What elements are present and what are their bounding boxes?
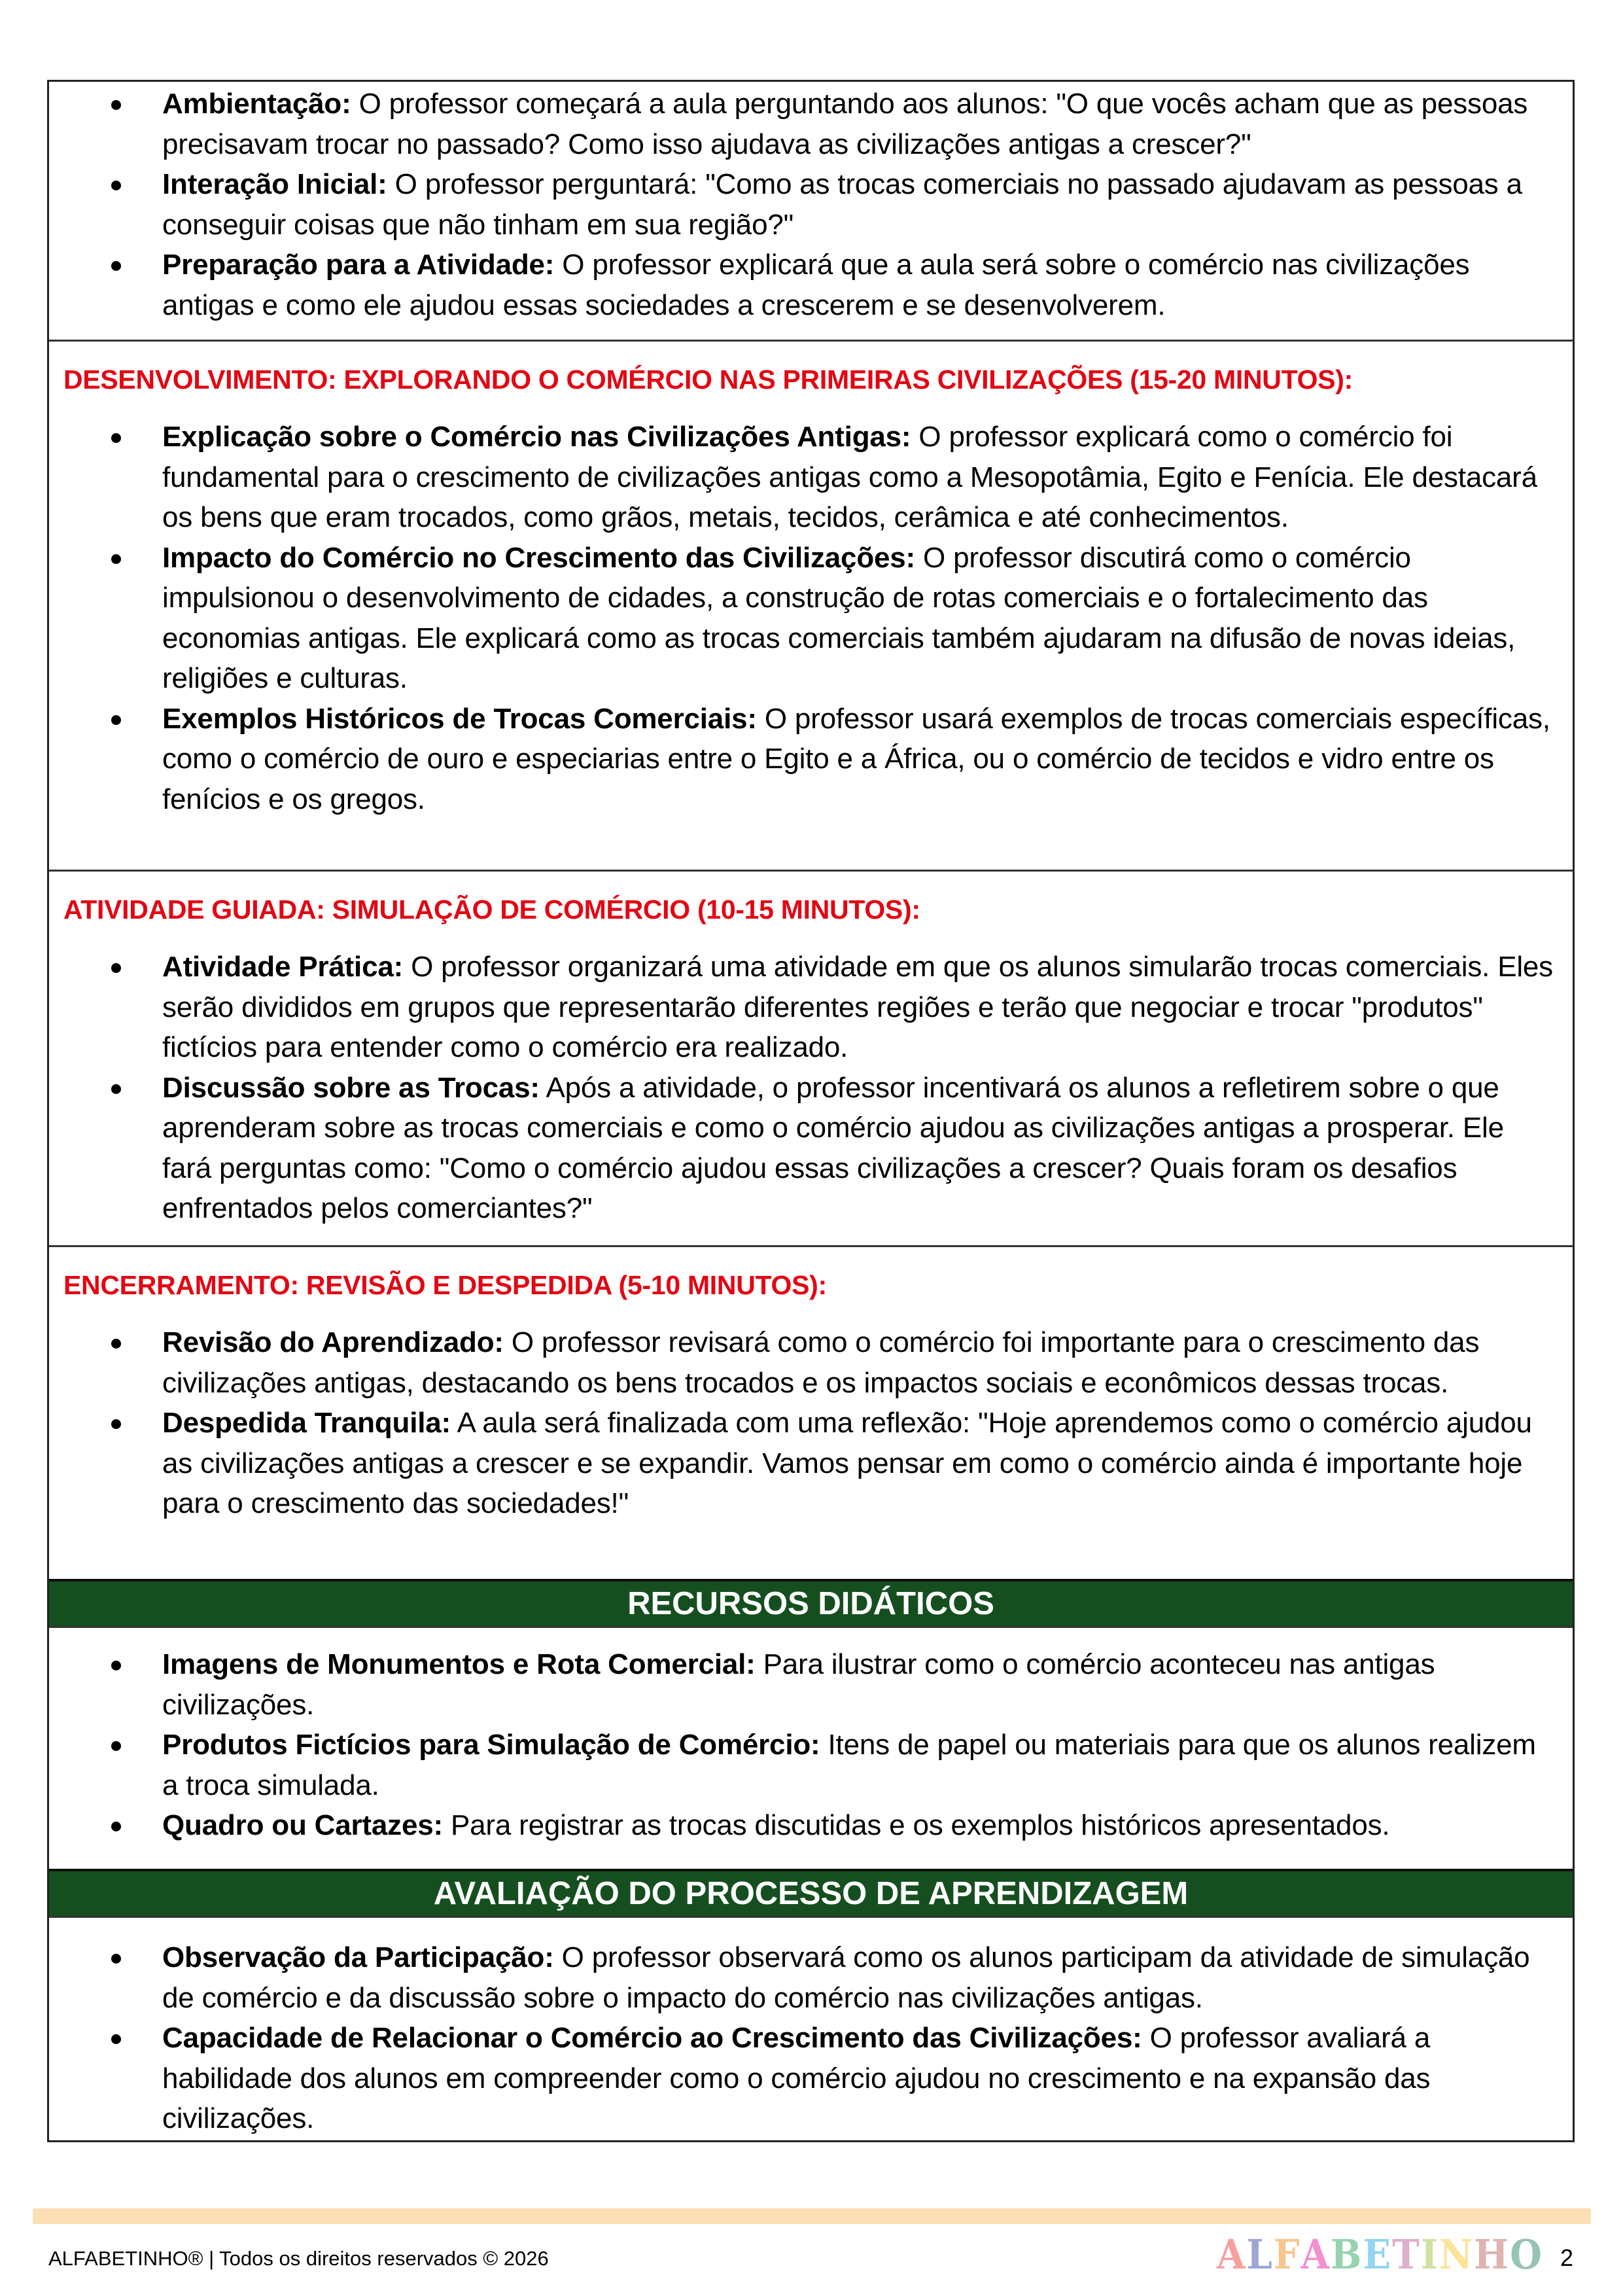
section-heading: ATIVIDADE GUIADA: SIMULAÇÃO DE COMÉRCIO (10-15 MINUTOS): [63, 894, 920, 925]
page-number: 2 [1560, 2244, 1574, 2271]
list-item: Ambientação: O professor começará a aula perguntando aos alunos: "O que vocês acham que as pessoas precisavam trocar no passado? Como isso ajudava as civilizações antigas a crescer?" [49, 84, 1573, 164]
logo-letter: T [1392, 2231, 1421, 2279]
list-item: Observação da Participação: O professor observará como os alunos participam da atividade de simulação de comércio e da discussão sobre o impacto do comércio nas civilizações antigas. [49, 1937, 1573, 2018]
bullet-icon [111, 1084, 121, 1094]
logo-letter: L [1246, 2231, 1274, 2279]
bullet-icon [111, 963, 121, 973]
bullet-icon [111, 1822, 121, 1831]
desenvolvimento-list [49, 417, 1573, 819]
logo-letter: E [1363, 2231, 1393, 2279]
list-item: Capacidade de Relacionar o Comércio ao Crescimento das Civilizações: O professor avaliará a habilidade dos alunos em compreender como o comércio ajudou no crescimento e na expansão das civilizações. [49, 2018, 1573, 2139]
bullet-icon [111, 181, 121, 190]
section-heading: DESENVOLVIMENTO: EXPLORANDO O COMÉRCIO NAS PRIMEIRAS CIVILIZAÇÕES (15-20 MINUTOS): [63, 364, 1353, 395]
logo-letter: A [1217, 2231, 1247, 2279]
bullet-icon [111, 1339, 121, 1349]
section-desenvolvimento [49, 340, 1573, 870]
encerramento-list [49, 1322, 1573, 1524]
lesson-plan-table [47, 80, 1575, 2142]
avaliacao-list [49, 1937, 1573, 2139]
list-item: Interação Inicial: O professor perguntará: "Como as trocas comerciais no passado ajudavam as pessoas a conseguir coisas que não tinham em sua região?" [49, 164, 1573, 245]
logo-letter: O [1510, 2231, 1543, 2279]
section-avaliacao [49, 1918, 1573, 2140]
list-item: Exemplos Históricos de Trocas Comerciais: O professor usará exemplos de trocas comerciais específicas, como o comércio de ouro e especiarias entre o Egito e a África, ou o comércio de tecidos e vidro entre os fenícios e os gregos. [49, 699, 1573, 820]
logo-letter: F [1273, 2231, 1301, 2279]
section-recursos [49, 1628, 1573, 1869]
bullet-icon [111, 1954, 121, 1964]
list-item: Preparação para a Atividade: O professor explicará que a aula será sobre o comércio nas civilizações antigas e como ele ajudou essas sociedades a crescerem e se desenvolverem. [49, 245, 1573, 325]
bullet-icon [111, 261, 121, 271]
section-intro [49, 82, 1573, 340]
list-item: Explicação sobre o Comércio nas Civilizações Antigas: O professor explicará como o comércio foi fundamental para o crescimento de civilizações antigas como a Mesopotâmia, Egito e Fenícia. Ele destacará os bens que eram trocados, como grãos, metais, tecidos, cerâmica e até conhecimentos. [49, 417, 1573, 538]
bullet-icon [111, 433, 121, 443]
logo-letter: H [1474, 2231, 1510, 2279]
list-item: Quadro ou Cartazes: Para registrar as trocas discutidas e os exemplos históricos apresentados. [49, 1805, 1573, 1846]
recursos-list [49, 1644, 1573, 1846]
list-item: Revisão do Aprendizado: O professor revisará como o comércio foi importante para o crescimento das civilizações antigas, destacando os bens trocados e os impactos sociais e econômicos dessas trocas. [49, 1322, 1573, 1403]
list-item: Produtos Fictícios para Simulação de Comércio: Itens de papel ou materiais para que os alunos realizem a troca simulada. [49, 1725, 1573, 1805]
logo-letter: N [1439, 2231, 1475, 2279]
bullet-icon [111, 1661, 121, 1670]
list-item: Imagens de Monumentos e Rota Comercial: Para ilustrar como o comércio aconteceu nas antigas civilizações. [49, 1644, 1573, 1725]
footer-divider-bar [33, 2208, 1591, 2224]
section-heading: ENCERRAMENTO: REVISÃO E DESPEDIDA (5-10 MINUTOS): [63, 1270, 827, 1300]
bullet-icon [111, 715, 121, 725]
atividade-list [49, 947, 1573, 1229]
list-item: Despedida Tranquila: A aula será finalizada com uma reflexão: "Hoje aprendemos como o comércio ajudou as civilizações antigas a crescer e se expandir. Vamos pensar em como o comércio ainda é importante hoje para o crescimento das sociedades!" [49, 1403, 1573, 1524]
footer-copyright: ALFABETINHO® | Todos os direitos reservados © 2026 [48, 2247, 549, 2270]
logo-letter: B [1331, 2231, 1363, 2279]
list-item: Atividade Prática: O professor organizará uma atividade em que os alunos simularão trocas comerciais. Eles serão divididos em grupos que representarão diferentes regiões e terão que negociar e trocar "produtos" fictícios para entender como o comércio era realizado. [49, 947, 1573, 1068]
logo-letter: A [1300, 2231, 1331, 2279]
section-encerramento [49, 1245, 1573, 1579]
bullet-icon [111, 100, 121, 110]
recursos-banner: RECURSOS DIDÁTICOS [49, 1579, 1573, 1628]
intro-list [49, 84, 1573, 325]
list-item: Discussão sobre as Trocas: Após a atividade, o professor incentivará os alunos a refletirem sobre o que aprenderam sobre as trocas comerciais e como o comércio ajudou as civilizações antigas a prosperar. Ele fará perguntas como: "Como o comércio ajudou essas civilizações a crescer? Quais foram os desafios enfrentados pelos comerciantes?" [49, 1068, 1573, 1229]
list-item: Impacto do Comércio no Crescimento das Civilizações: O professor discutirá como o comércio impulsionou o desenvolvimento de cidades, a construção de rotas comerciais e o fortalecimento das economias antigas. Ele explicará como as trocas comerciais também ajudaram na difusão de novas ideias, religiões e culturas. [49, 538, 1573, 699]
bullet-icon [111, 554, 121, 564]
bullet-icon [111, 2034, 121, 2044]
logo-letter: I [1420, 2231, 1439, 2279]
section-atividade-guiada [49, 870, 1573, 1245]
alfabetinho-logo [1217, 2231, 1543, 2279]
avaliacao-banner: AVALIAÇÃO DO PROCESSO DE APRENDIZAGEM [49, 1869, 1573, 1918]
bullet-icon [111, 1741, 121, 1751]
bullet-icon [111, 1419, 121, 1429]
